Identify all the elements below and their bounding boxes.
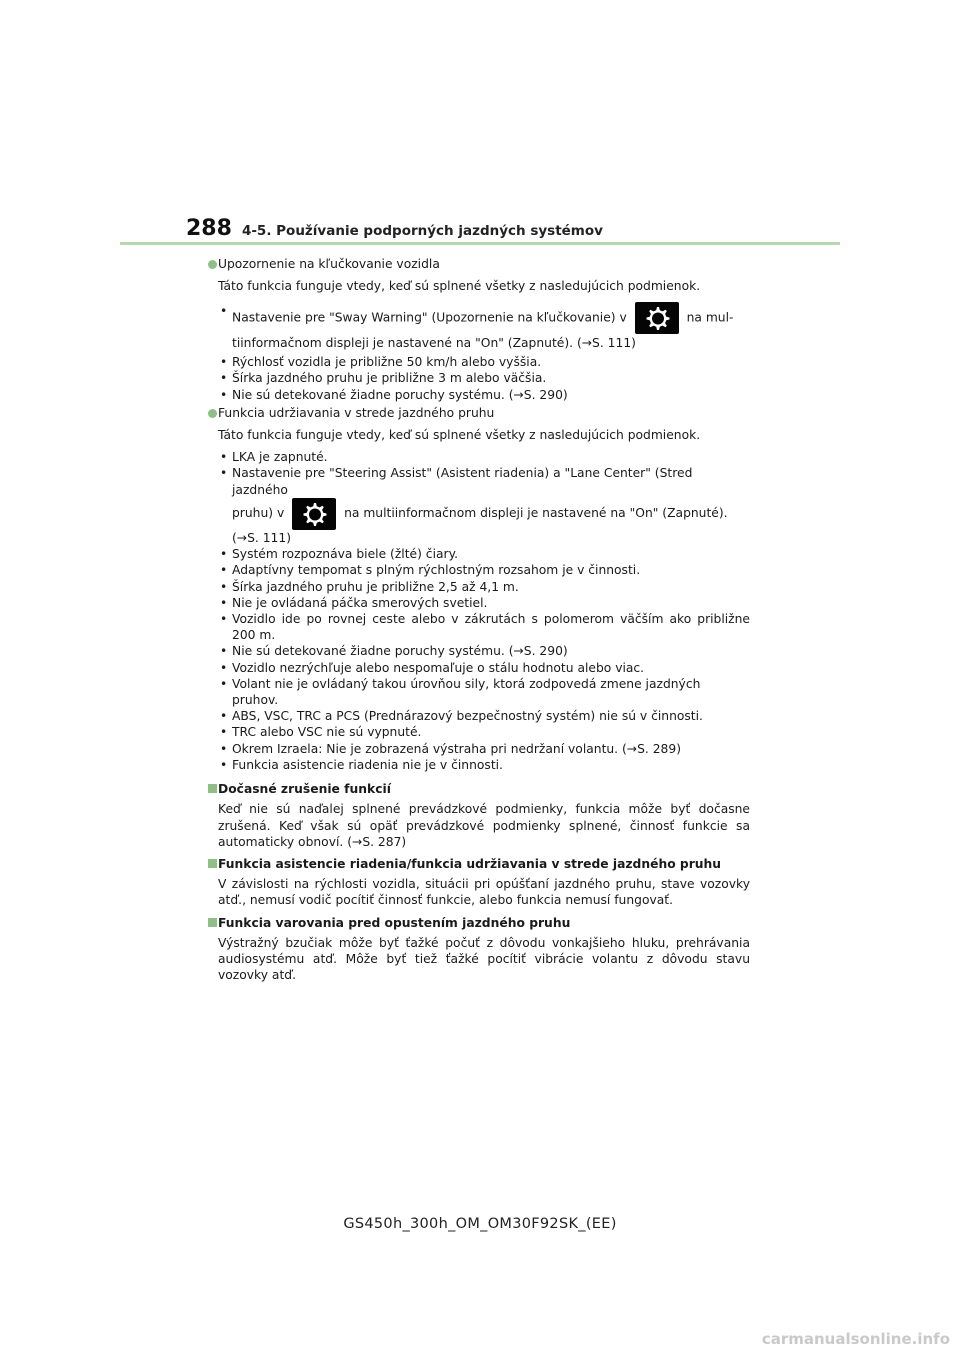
center-intro: Táto funkcia funguje vtedy, keď sú splnené všetky z nasledujúcich podmienok. (218, 427, 701, 442)
bullet-square-icon (208, 859, 217, 868)
bullet-circle-icon (208, 409, 217, 418)
list-item: • Nastavenie pre "Steering Assist" (Asistent riadenia) a "Lane Center" (Stred jazdného pruhu) v na multiinformačnom displeji je nastavené na "On" (Zapnuté). (→S. 111) (232, 465, 750, 546)
subheading-lane-center: Funkcia udržiavania v strede jazdného pruhu (218, 405, 750, 421)
warning-text: Výstražný bzučiak môže byť ťažké počuť z dôvodu vonkajšieho hluku, prehrávania audiosystému atď. Môže byť tiež ťažké pocítiť vibrácie volantu z dôvodu stavu vozovky atď. (218, 935, 750, 983)
page-header (186, 216, 603, 241)
list-item: • Šírka jazdného pruhu je približne 3 m alebo väčšia. (232, 370, 750, 386)
center-conditions-list (232, 449, 750, 773)
settings-gear-icon (292, 498, 336, 530)
settings-gear-icon (635, 302, 679, 334)
list-item: • Nie je ovládaná páčka smerových svetiel. (232, 595, 750, 611)
page-number: 288 (186, 216, 232, 241)
heading-temporary-cancel: Dočasné zrušenie funkcií (218, 781, 750, 797)
bullet-circle-icon (208, 260, 217, 269)
heading-lane-departure-warning: Funkcia varovania pred opustením jazdného pruhu (218, 915, 750, 931)
bullet-square-icon (208, 918, 217, 927)
list-item: • Šírka jazdného pruhu je približne 2,5 až 4,1 m. (232, 579, 750, 595)
header-rule (120, 242, 840, 245)
list-item: • Okrem Izraela: Nie je zobrazená výstraha pri nedržaní volantu. (→S. 289) (232, 741, 750, 757)
sway-intro: Táto funkcia funguje vtedy, keď sú splnené všetky z nasledujúcich podmienok. (218, 279, 701, 294)
document-footer: GS450h_300h_OM_OM30F92SK_(EE) (343, 1216, 617, 1232)
assist-text: V závislosti na rýchlosti vozidla, situácii pri opúšťaní jazdného pruhu, stave vozovky atď., nemusí vodič pocítiť činnosť funkcie, alebo funkcia nemusí fungovať. (218, 877, 750, 908)
list-item: • Adaptívny tempomat s plným rýchlostným rozsahom je v činnosti. (232, 562, 750, 578)
list-item: • Nastavenie pre "Sway Warning" (Upozornenie na kľučkovanie) v na mul- tiinformačnom displeji je nastavené na "On" (Zapnuté). (→S. 111) (232, 302, 750, 354)
list-item: • Nie sú detekované žiadne poruchy systému. (→S. 290) (232, 643, 750, 659)
list-item: • Vozidlo nezrýchľuje alebo nespomaľuje o stálu hodnotu alebo viac. (232, 660, 750, 676)
list-item: • Systém rozpoznáva biele (žlté) čiary. (232, 546, 750, 562)
main-content (218, 254, 750, 984)
list-item: • Rýchlosť vozidla je približne 50 km/h alebo vyššia. (232, 354, 750, 370)
heading-steering-assist: Funkcia asistencie riadenia/funkcia udržiavania v strede jazdného pruhu (218, 856, 750, 872)
list-item: • Funkcia asistencie riadenia nie je v činnosti. (232, 757, 750, 773)
cancel-text: Keď nie sú naďalej splnené prevádzkové podmienky, funkcia môže byť dočasne zrušená. Keď však sú opäť prevádzkové podmienky splnené, činnosť funkcie sa automaticky obnoví. (→S. 287) (218, 802, 750, 849)
list-item: • TRC alebo VSC nie sú vypnuté. (232, 724, 750, 740)
list-item: • Vozidlo ide po rovnej ceste alebo v zákrutách s polomerom väčším ako približne 200 m. (232, 611, 750, 643)
list-item: • Nie sú detekované žiadne poruchy systému. (→S. 290) (232, 387, 750, 403)
section-title: 4-5. Používanie podporných jazdných systémov (241, 223, 603, 239)
list-item: • Volant nie je ovládaný takou úrovňou sily, ktorá zodpovedá zmene jazdných pruhov. (232, 676, 750, 708)
list-item: • ABS, VSC, TRC a PCS (Prednárazový bezpečnostný systém) nie sú v činnosti. (232, 708, 750, 724)
subheading-sway-warning: Upozornenie na kľučkovanie vozidla (218, 256, 750, 272)
sway-conditions-list (232, 302, 750, 402)
bullet-square-icon (208, 784, 217, 793)
list-item: • LKA je zapnuté. (232, 449, 750, 465)
watermark: carmanualsonline.info (761, 1330, 950, 1348)
